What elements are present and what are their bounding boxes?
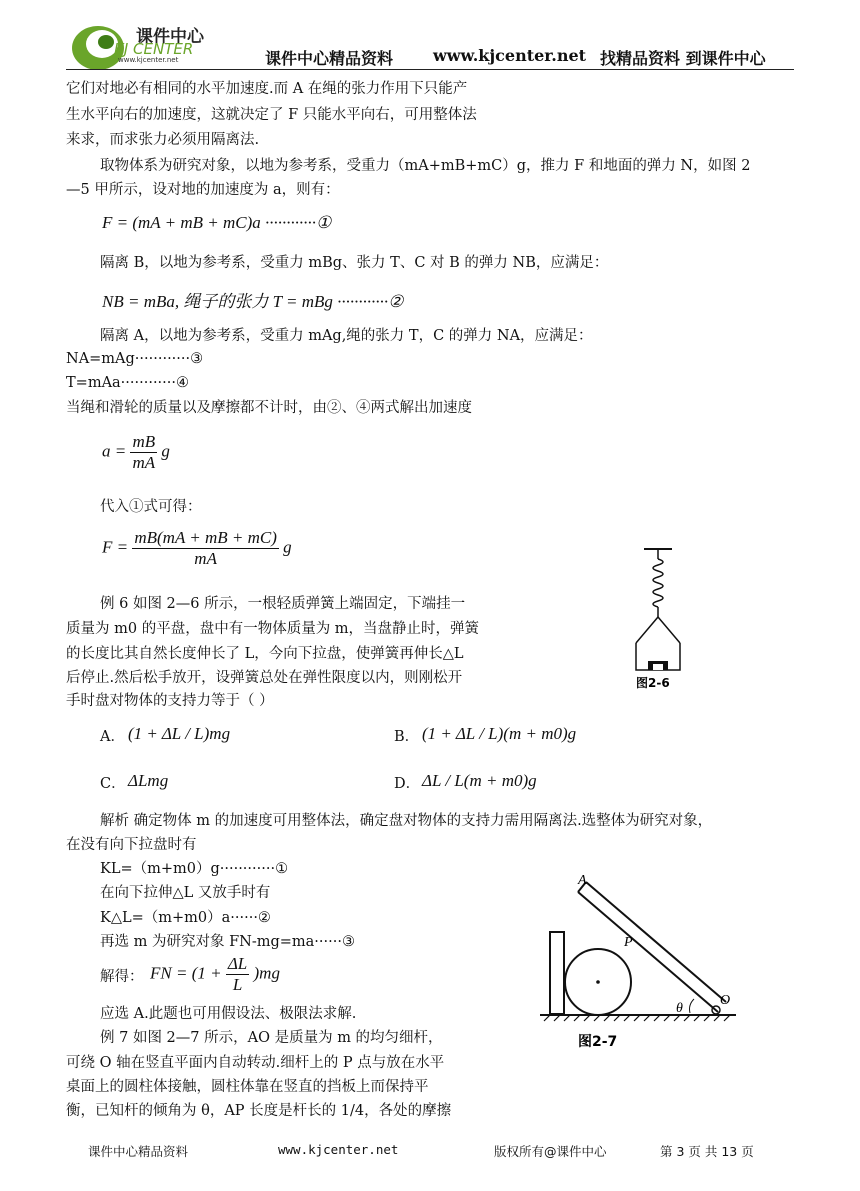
para-3: 隔离 B，以地为参考系，受重力 mBg、张力 T、C 对 B 的弹力 NB，应满足： xyxy=(100,255,609,271)
solution-result xyxy=(150,954,280,995)
footer-page-number: 第 3 页 共 13 页 xyxy=(660,1144,754,1159)
para-1-line-3: 来求，而求张力必须用隔离法. xyxy=(66,132,260,148)
para-2-line-2: —5 甲所示，设对地的加速度为 a，则有： xyxy=(66,182,340,198)
option-c-label: C． xyxy=(100,776,126,792)
ex7-line-2: 可绕 O 轴在竖直平面内自动转动.细杆上的 P 点与放在水平 xyxy=(66,1055,445,1071)
option-b-label: B． xyxy=(394,729,420,745)
equation-3: NA=mAg············③ xyxy=(66,351,204,367)
equation-4: T=mAa············④ xyxy=(66,375,189,391)
para-2-line-1: 取物体系为研究对象，以地为参考系，受重力（mA+mB+mC）g，推力 F 和地面的弹力 N，如图 2 xyxy=(100,158,751,174)
solution-eq-1: KL=（m+m0）g············① xyxy=(100,861,289,877)
eq6-numerator: mB(mA + mB + mC) xyxy=(134,528,277,547)
solution-line-1: 解析 确定物体 m 的加速度可用整体法，确定盘对物体的支持力需用隔离法.选整体为研究对象， xyxy=(100,813,713,829)
eq5-numerator: mB xyxy=(132,432,156,451)
eq6-rhs: g xyxy=(283,537,292,557)
fig27-label-a: A xyxy=(578,873,587,888)
option-d-label: D． xyxy=(394,776,421,792)
para-5: 当绳和滑轮的质量以及摩擦都不计时，由②、④两式解出加速度 xyxy=(66,400,472,416)
fig27-caption: 图2-7 xyxy=(578,1034,618,1050)
eq5-denominator: mA xyxy=(132,453,156,472)
ex7-line-1: 例 7 如图 2—7 所示，AO 是质量为 m 的均匀细杆， xyxy=(100,1030,443,1046)
eq5-lhs: a = xyxy=(102,441,127,461)
para-1-line-1: 它们对地必有相同的水平加速度.而 A 在绳的张力作用下只能产 xyxy=(66,81,468,97)
eq6-denominator: mA xyxy=(194,549,217,568)
ex6-line-2: 质量为 m0 的平盘，盘中有一物体质量为 m，当盘静止时，弹簧 xyxy=(66,621,480,637)
option-c: ΔLmg xyxy=(128,771,169,790)
figure-2-7 xyxy=(540,870,740,1056)
eq6-lhs: F = xyxy=(102,537,129,557)
solution-eq-2: K△L=（m+m0）a······② xyxy=(100,910,271,926)
footer-url[interactable]: www.kjcenter.net xyxy=(278,1142,399,1157)
logo-en: KJ CENTER xyxy=(114,40,194,58)
footer-copyright: 版权所有@课件中心 xyxy=(494,1144,607,1159)
option-a-label: A． xyxy=(100,729,125,745)
result-numerator: ΔL xyxy=(227,954,248,973)
logo-url: www.kjcenter.net xyxy=(118,56,179,64)
option-b: (1 + ΔL / L)(m + m0)g xyxy=(422,724,577,743)
footer-left: 课件中心精品资料 xyxy=(88,1144,189,1159)
equation-5 xyxy=(102,432,170,473)
para-6: 代入①式可得： xyxy=(100,499,202,515)
ex6-line-3: 的长度比其自然长度伸长了 L，今向下拉盘，使弹簧再伸长△L xyxy=(66,646,464,662)
ex6-line-4: 后停止.然后松手放开，设弹簧总处在弹性限度以内，则刚松开 xyxy=(66,670,463,686)
logo xyxy=(66,18,226,70)
para-4: 隔离 A，以地为参考系，受重力 mAg,绳的张力 T，C 的弹力 NA，应满足： xyxy=(100,328,593,344)
result-lhs: FN = (1 + xyxy=(150,963,222,983)
ex7-line-3: 桌面上的圆柱体接触，圆柱体靠在竖直的挡板上而保持平 xyxy=(66,1079,429,1095)
equation-2: NB = mBa, 绳子的张力 T = mBg ············② xyxy=(102,292,404,311)
solution-line-2: 在没有向下拉盘时有 xyxy=(66,837,197,853)
para-1-line-2: 生水平向右的加速度，这就决定了 F 只能水平向右，可用整体法 xyxy=(66,107,477,123)
fig27-label-theta: θ xyxy=(676,1001,683,1016)
solution-line-4: 再选 m 为研究对象 FN-mg=ma······③ xyxy=(100,934,355,950)
result-denominator: L xyxy=(232,975,243,994)
option-d: ΔL / L(m + m0)g xyxy=(422,771,537,790)
figure-2-6 xyxy=(630,545,690,697)
result-rhs: )mg xyxy=(253,963,280,983)
equation-1: F = (mA + mB + mC)a ············① xyxy=(102,213,332,232)
header-slogan: 找精品资料 到课件中心 xyxy=(600,49,766,68)
equation-6 xyxy=(102,528,292,569)
ex6-line-5: 手时盘对物体的支持力等于（ ） xyxy=(66,693,274,709)
fig27-label-p: P xyxy=(624,935,633,950)
header-title: 课件中心精品资料 xyxy=(265,49,394,68)
solution-result-label: 解得： xyxy=(100,969,144,985)
ex7-line-4: 衡，已知杆的倾角为 θ，AP 长度是杆长的 1/4，各处的摩擦 xyxy=(66,1103,452,1119)
logo-cn: 课件中心 xyxy=(136,27,204,47)
solution-line-5: 应选 A.此题也可用假设法、极限法求解. xyxy=(100,1006,357,1022)
ex6-line-1: 例 6 如图 2—6 所示，一根轻质弹簧上端固定，下端挂一 xyxy=(100,596,466,612)
header-rule xyxy=(66,69,794,70)
fig27-label-o: O xyxy=(720,993,731,1008)
solution-line-3: 在向下拉伸△L 又放手时有 xyxy=(100,885,271,901)
option-a: (1 + ΔL / L)mg xyxy=(128,724,231,743)
fig26-caption: 图2-6 xyxy=(636,676,670,690)
header-url[interactable]: www.kjcenter.net xyxy=(433,46,587,65)
eq5-rhs: g xyxy=(161,441,170,461)
